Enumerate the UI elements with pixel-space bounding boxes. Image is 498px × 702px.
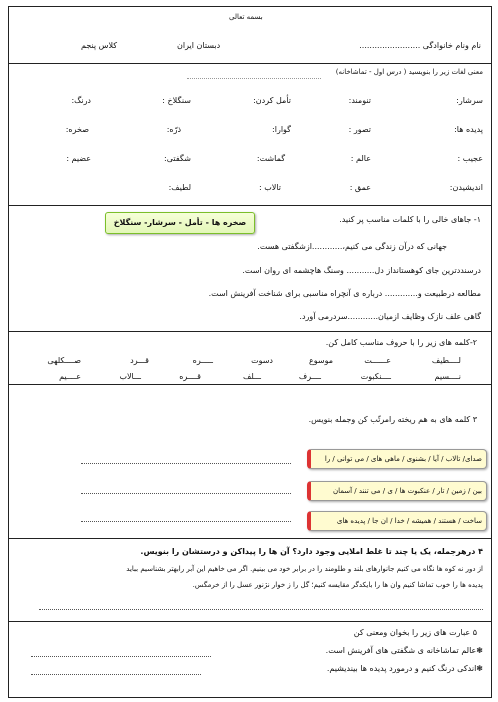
answer-line[interactable] (81, 521, 291, 522)
answer-line[interactable] (31, 674, 201, 675)
phrases-section (9, 622, 491, 698)
scrambled-item-3: ساخت / هستند / همیشه / خدا / ان جا / پدیده های (307, 511, 487, 531)
complete-words-title: ۲-کلمه های زیر را با حروف مناسب کامل کن. (325, 338, 477, 347)
student-name-label: نام ونام خانوادگی ........................ (359, 41, 481, 50)
fill-blanks-title: ۱- جاهای خالی را با کلمات مناسب پر کنید. (339, 215, 481, 224)
worksheet-page (8, 6, 492, 698)
spelling-title: ۴ درهرجمله، یک یا چند تا غلط املایی وجود دارد؟ آن ها را پیداکن و درستشان را بنویس. (140, 547, 483, 556)
answer-line[interactable] (31, 656, 211, 657)
phrases-title: ۵ عبارت های زیر را بخوان ومعنی کن (353, 628, 477, 637)
spelling-line-2: پدیده ها را خوب تماشا کنیم وان ها را بایکدگر مقایسه کنیم؛ گل را ز خوار نژنور عسل را از خرمگس. (192, 581, 483, 589)
vocab-section: معنی لغات زیر را بنویسید ( درس اول - تماشاخانه) سرشار: تنومند: تأمل کردن: سنگلاخ : درنگ: پدیده ها: تصور : گوارا: ذرّه: صخره: عجیب : عالم : گماشت: شگفتی: عضیم : اندیشیدن: عمق : تالاب : لطیف: (65, 68, 483, 192)
complete-words-section: ۲-کلمه های زیر را با حروف مناسب کامل کن. لــــطیف عــــــت موسوع دسوت ـــــره قـــرد صــــکلهی نــــسیم ــــنکبوت ــــرف ـــلف قــــره ـــالاب عــــیم (47, 338, 477, 381)
fill-line-2: درسنددترین جای کوهستانداز دل........... وسنگ هاچشمه ای روان است. (242, 266, 481, 275)
spelling-line-1: از دور نه کوه ها نگاه می کنیم جانوارهای بلند و طلومند را در برابر خود می بینیم. اگر می خاهیم این آبر رابهتر بشناسیم بباید (126, 565, 483, 573)
scrambled-title: ۳ کلمه های به هم ریخته رامرتّب کن وجمله بنویس. (308, 415, 477, 424)
answer-line[interactable] (39, 609, 483, 610)
phrase-2: ❃اندکی درنگ کنیم و درمورد پدیده ها بیندیشیم. (326, 664, 483, 673)
fill-line-1: جهانی که درآن زندگی می کنیم،............ازشگفتی هست. (257, 242, 447, 251)
phrase-1: ❃عالم تماشاخانه ی شگفتی های آفرینش است. (325, 646, 483, 655)
scrambled-item-2: بین / زمین / تار / عنکبوت ها / ی / می تنند / آسمان (307, 481, 487, 501)
header (9, 7, 491, 65)
spelling-section (9, 539, 491, 621)
fill-blanks-section (9, 206, 491, 331)
school-name: دبستان ایران (177, 41, 221, 50)
fill-line-3: مطالعه درطبیعت و............. درباره ی آنچراه مناسبی برای شناخت آفرینش است. (208, 289, 481, 298)
word-bank: صخره ها - تأمل - سرشار- سنگلاخ (105, 212, 255, 234)
answer-line[interactable] (81, 493, 291, 494)
scrambled-section (9, 385, 491, 537)
answer-line[interactable] (81, 463, 291, 464)
fill-line-4: گاهی علف نازک وظایف ازمیان............سردرمی آورد. (299, 312, 481, 321)
class-name: کلاس پنجم (81, 41, 118, 50)
vocab-title: معنی لغات زیر را بنویسید ( درس اول - تماشاخانه) (335, 68, 483, 76)
bismillah: بسمه تعالی (229, 13, 263, 21)
scrambled-item-1: صدای/ تالاب / آیا / بشنوی / ماهی های / می توانی / را (307, 449, 487, 469)
